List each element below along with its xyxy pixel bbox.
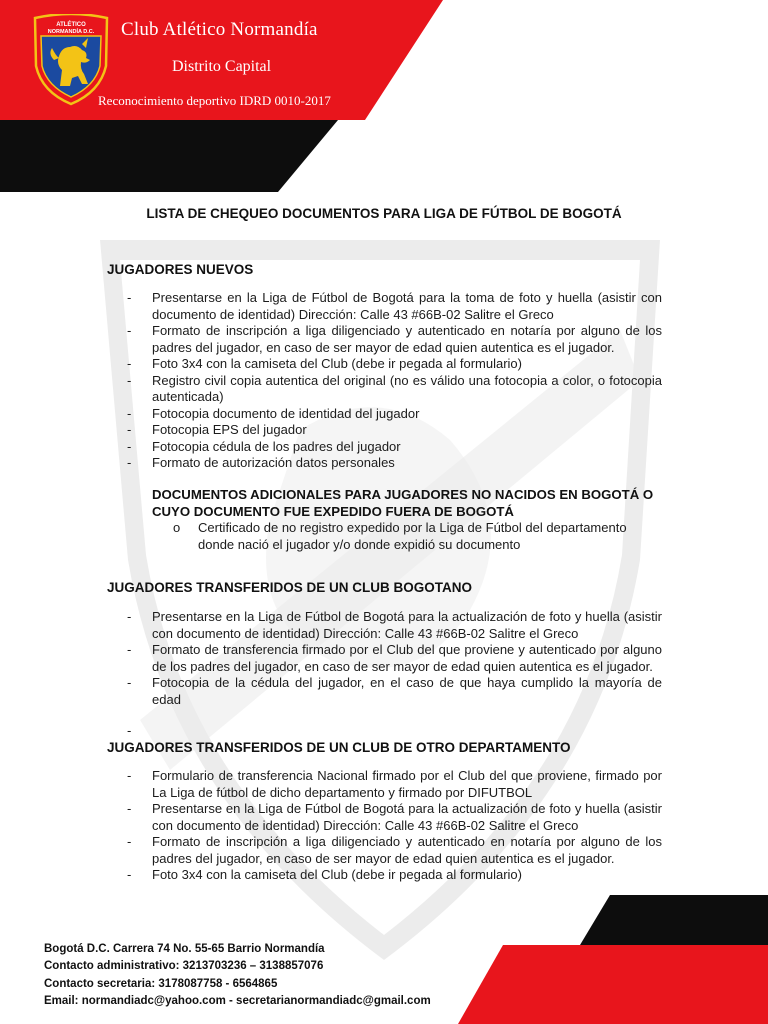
footer-email: Email: normandiadc@yahoo.com - secretarianormandiadc@gmail.com <box>44 994 431 1007</box>
additional-documents-heading: DOCUMENTOS ADICIONALES PARA JUGADORES NO NACIDOS EN BOGOTÁ O CUYO DOCUMENTO FUE EXPEDIDO FUERA DE BOGOTÁ <box>152 487 654 519</box>
list-item: - Registro civil copia autentica del original (no es válido una fotocopia a color, o fotocopia autenticada) <box>127 372 662 404</box>
district-label: Distrito Capital <box>172 58 272 75</box>
club-name: Club Atlético Normandía <box>121 19 318 40</box>
list-item: - Foto 3x4 con la camiseta del Club (debe ir pegada al formulario) <box>127 356 522 371</box>
list-item: - Presentarse en la Liga de Fútbol de Bogotá para la actualización de foto y huella (asistir con documento de identidad) Dirección: Calle 43 #66B-02 Salitre el Greco <box>127 609 662 641</box>
section-heading-new-players: JUGADORES NUEVOS <box>107 262 254 277</box>
footer-contact-block <box>44 941 431 1010</box>
section-heading-transferred-other-department: JUGADORES TRANSFERIDOS DE UN CLUB DE OTRO DEPARTAMENTO <box>107 740 571 755</box>
recognition-label: Reconocimiento deportivo IDRD 0010-2017 <box>98 93 331 108</box>
list-item: - Formulario de transferencia Nacional firmado por el Club del que proviene, firmado por La Liga de fútbol de dicho departamento y firmado por DIFUTBOL <box>127 768 662 800</box>
footer-red-band <box>458 945 768 1024</box>
list-item: - Fotocopia EPS del jugador <box>127 422 307 437</box>
list-item: - Foto 3x4 con la camiseta del Club (debe ir pegada al formulario) <box>127 867 522 882</box>
list-item: - Formato de inscripción a liga diligenciado y autenticado en notaría por alguno de los padres del jugador, en caso de ser mayor de edad quien autentica es el jugador. <box>127 323 662 355</box>
list-item: - Presentarse en la Liga de Fútbol de Bogotá para la toma de foto y huella (asistir con documento de identidad) Dirección: Calle 43 #66B-02 Salitre el Greco <box>127 290 662 322</box>
empty-list-item: - <box>127 723 132 738</box>
list-item: - Fotocopia de la cédula del jugador, en el caso de que haya cumplido la mayoría de edad <box>127 675 662 707</box>
additional-documents-list <box>173 520 663 553</box>
new-players-list <box>127 290 662 472</box>
crest-text-top: ATLÉTICO <box>56 22 86 28</box>
list-item: - Fotocopia cédula de los padres del jugador <box>127 438 401 454</box>
section-heading-transferred-bogota: JUGADORES TRANSFERIDOS DE UN CLUB BOGOTANO <box>107 580 473 595</box>
list-item: - Formato de inscripción a liga diligenciado y autenticado en notaría por alguno de los padres del jugador, en caso de ser mayor de edad quien autentica es el jugador. <box>127 834 662 866</box>
footer-black-band <box>580 895 768 945</box>
footer-address: Bogotá D.C. Carrera 74 No. 55-65 Barrio Normandía <box>44 943 325 955</box>
transferred-other-department-list <box>127 768 662 884</box>
list-item: o Certificado de no registro expedido por la Liga de Fútbol del departamento donde nació el jugador y/o donde expidió su documento <box>173 520 627 552</box>
footer-admin-contact: Contacto administrativo: 3213703236 – 3138857076 <box>44 960 324 973</box>
crest-text-bottom: NORMANDÍA D.C. <box>47 29 95 35</box>
header-black-band <box>0 120 338 192</box>
list-item: - Presentarse en la Liga de Fútbol de Bogotá para la actualización de foto y huella (asistir con documento de identidad) Dirección: Calle 43 #66B-02 Salitre el Greco <box>127 801 662 833</box>
list-item: - Formato de autorización datos personales <box>127 455 395 470</box>
document-title: LISTA DE CHEQUEO DOCUMENTOS PARA LIGA DE FÚTBOL DE BOGOTÁ <box>146 206 622 221</box>
transferred-bogota-list <box>127 609 662 708</box>
footer-secretary-contact: Contacto secretaria: 3178087758 - 6564865 <box>44 977 278 990</box>
list-item: - Fotocopia documento de identidad del jugador <box>127 405 420 421</box>
list-item: - Formato de transferencia firmado por el Club del que proviene y autenticado por alguno de los padres del jugador, en caso de ser mayor de edad quien autentica es el jugador. <box>127 642 662 674</box>
